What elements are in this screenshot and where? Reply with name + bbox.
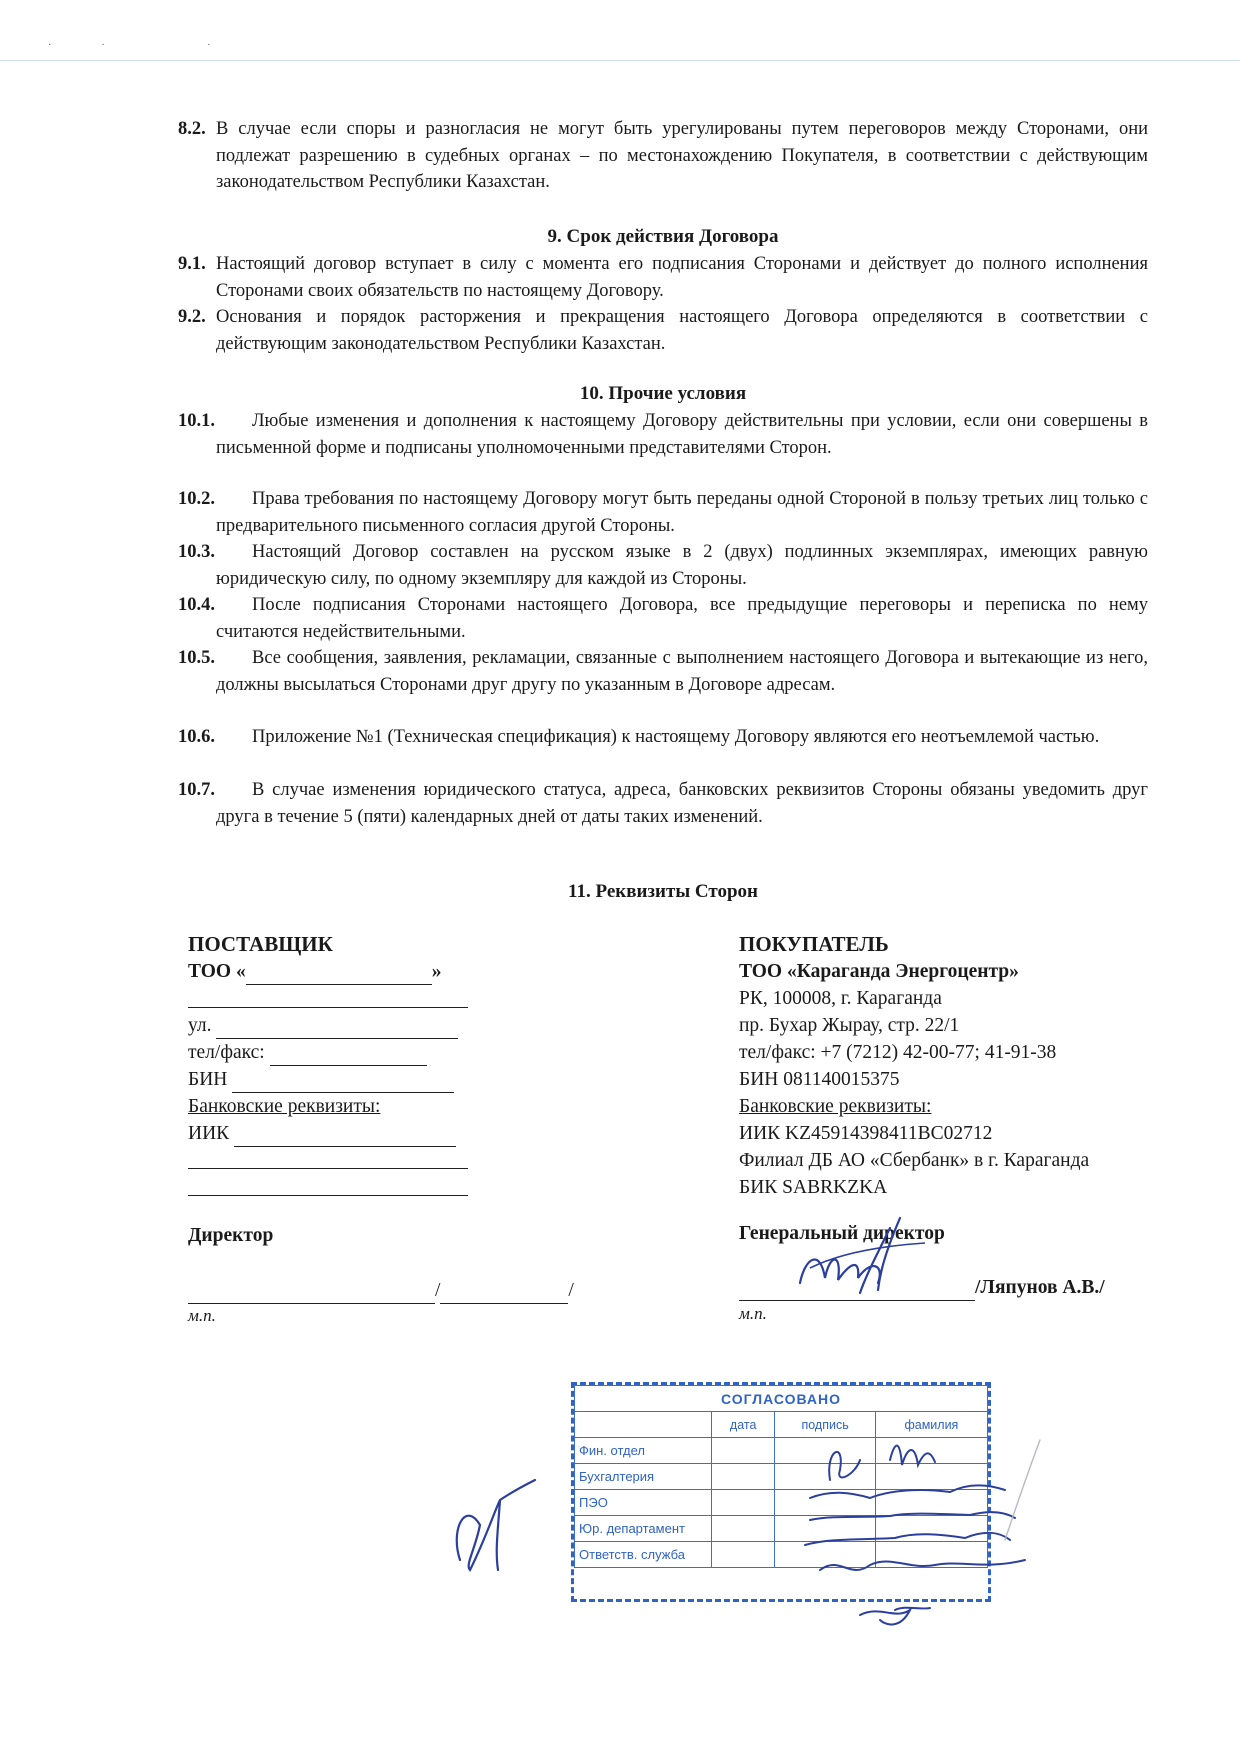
phone-blank [270,1045,427,1066]
buyer-signer-name: /Ляпунов А.В./ [975,1277,1105,1298]
clause-number: 10.1. [178,411,215,431]
supplier-bank-label: Банковские реквизиты: [188,1096,381,1117]
supplier-company [188,958,488,985]
buyer-bank-label: Банковские реквизиты: [739,1096,932,1117]
supplier-street-row [188,1012,488,1039]
buyer-signature [780,1208,950,1298]
iik-label: ИИК [188,1123,230,1144]
name-blank [440,1283,568,1304]
company-suffix: » [431,961,442,982]
clause-10-1 [178,408,1148,461]
margin-initials-signature [440,1470,550,1580]
clause-text: Права требования по настоящему Договору могут быть переданы одной Стороной в пользу третьих лиц только с предварительного письменного согласия другой Стороны. [216,489,1148,536]
bin-blank [232,1072,454,1093]
street-label: ул. [188,1015,212,1036]
supplier-bin-row [188,1066,488,1093]
stamp-row-label: ПЭО [575,1490,712,1516]
supplier-iik-row [188,1120,488,1147]
clause-number: 9.2. [178,307,206,327]
clause-text: Основания и порядок расторжения и прекращения настоящего Договора определяются в соответствии с действующим законодательством Республики Казахстан. [216,307,1148,354]
supplier-signature-line [188,1277,574,1304]
buyer-company: ТОО «Караганда Энергоцентр» [739,961,1019,982]
buyer-block [739,931,1159,1201]
supplier-seal-place: м.п. [188,1306,216,1325]
supplier-phone-row [188,1039,488,1066]
iik-blank [234,1126,456,1147]
stamp-row-label: Бухгалтерия [575,1464,712,1490]
clause-number: 10.4. [178,595,215,615]
buyer-bik: БИК SABRKZKA [739,1177,888,1198]
company-prefix: ТОО « [188,961,246,982]
stamp-header-surname: фамилия [875,1412,987,1438]
supplier-rule [188,1195,468,1196]
supplier-fields [188,1012,488,1147]
clause-number: 10.2. [178,489,215,509]
clause-number: 8.2. [178,119,206,139]
supplier-role: ПОСТАВЩИК [188,932,333,956]
clause-9-2 [178,304,1148,357]
supplier-signer-title: Директор [188,1225,274,1246]
clause-text: Настоящий Договор составлен на русском языке в 2 (двух) подлинных экземплярах, имеющих равную юридическую силу, по одному экземпляру для каждой из Стороны. [216,542,1148,589]
clause-number: 10.6. [178,727,215,747]
clause-text: После подписания Сторонами настоящего Договора, все предыдущие переговоры и переписка по нему считаются недействительными. [216,595,1148,642]
clause-text: Любые изменения и дополнения к настоящему Договору действительны при условии, если они совершены в письменной форме и подписаны уполномоченными представителями Сторон. [216,411,1148,458]
buyer-signer-title: Генеральный директор [739,1223,945,1244]
clause-10-3 [178,539,1148,592]
street-blank [216,1018,458,1039]
clause-text: Приложение №1 (Техническая спецификация) к настоящему Договору являются его неотъемлемой частью. [252,727,1100,747]
clause-number: 10.5. [178,648,215,668]
scan-top-line [0,60,1240,61]
clause-text: В случае если споры и разногласия не могут быть урегулированы путем переговоров между Сторонами, они подлежат разрешению в судебных органах – по местонахождению Покупателя, в соответствии с действующим законодательством Республики Казахстан. [216,119,1148,192]
clause-9-1 [178,251,1148,304]
approval-signatures [800,1420,1070,1650]
slash: / [568,1280,574,1301]
clause-10-5 [178,645,1148,698]
buyer-phone: тел/факс: +7 (7212) 42-00-77; 41-91-38 [739,1042,1057,1063]
signature-blank [188,1283,435,1304]
supplier-rule [188,1168,468,1169]
scan-specks: ·· · [48,40,261,51]
buyer-role: ПОКУПАТЕЛЬ [739,932,889,956]
supplier-block [188,931,488,985]
clause-10-2 [178,486,1148,539]
clause-10-4 [178,592,1148,645]
stamp-header-empty [575,1412,712,1438]
buyer-address-1: РК, 100008, г. Караганда [739,988,942,1009]
stamp-title: СОГЛАСОВАНО [575,1386,988,1412]
section-10-title: 10. Прочие условия [579,383,747,404]
stamp-row-label: Ответств. служба [575,1542,712,1568]
buyer-bin: БИН 081140015375 [739,1069,900,1090]
stamp-row-label: Юр. департамент [575,1516,712,1542]
supplier-rule [188,1007,468,1008]
buyer-bank-name: Филиал ДБ АО «Сбербанк» в г. Караганда [739,1150,1090,1171]
stamp-header-signature: подпись [775,1412,875,1438]
section-9-title: 9. Срок действия Договора [547,226,779,247]
phone-label: тел/факс: [188,1042,265,1063]
buyer-address-2: пр. Бухар Жырау, стр. 22/1 [739,1015,960,1036]
section-11-title: 11. Реквизиты Сторон [568,881,758,902]
clause-number: 9.1. [178,254,206,274]
stamp-header-date: дата [712,1412,775,1438]
company-blank [246,964,432,985]
buyer-iik: ИИК KZ45914398411BC02712 [739,1123,993,1144]
clause-10-6 [178,724,1148,751]
stamp-row-label: Фин. отдел [575,1438,712,1464]
clause-10-7 [178,777,1148,830]
clause-number: 10.7. [178,780,215,800]
buyer-seal-place: м.п. [739,1304,767,1323]
clause-text: В случае изменения юридического статуса, адреса, банковских реквизитов Стороны обязаны уведомить друг друга в течение 5 (пяти) календарных дней от даты таких изменений. [216,780,1148,827]
clause-8-2 [178,116,1148,196]
supplier-signer [188,1222,273,1249]
clause-number: 10.3. [178,542,215,562]
slash: / [435,1280,441,1301]
bin-label: БИН [188,1069,228,1090]
clause-text: Настоящий договор вступает в силу с момента его подписания Сторонами и действует до полного исполнения Сторонами своих обязательств по настоящему Договору. [216,254,1148,301]
clause-text: Все сообщения, заявления, рекламации, связанные с выполнением настоящего Договора и вытекающие из него, должны высылаться Сторонами друг другу по указанным в Договоре адресам. [216,648,1148,695]
